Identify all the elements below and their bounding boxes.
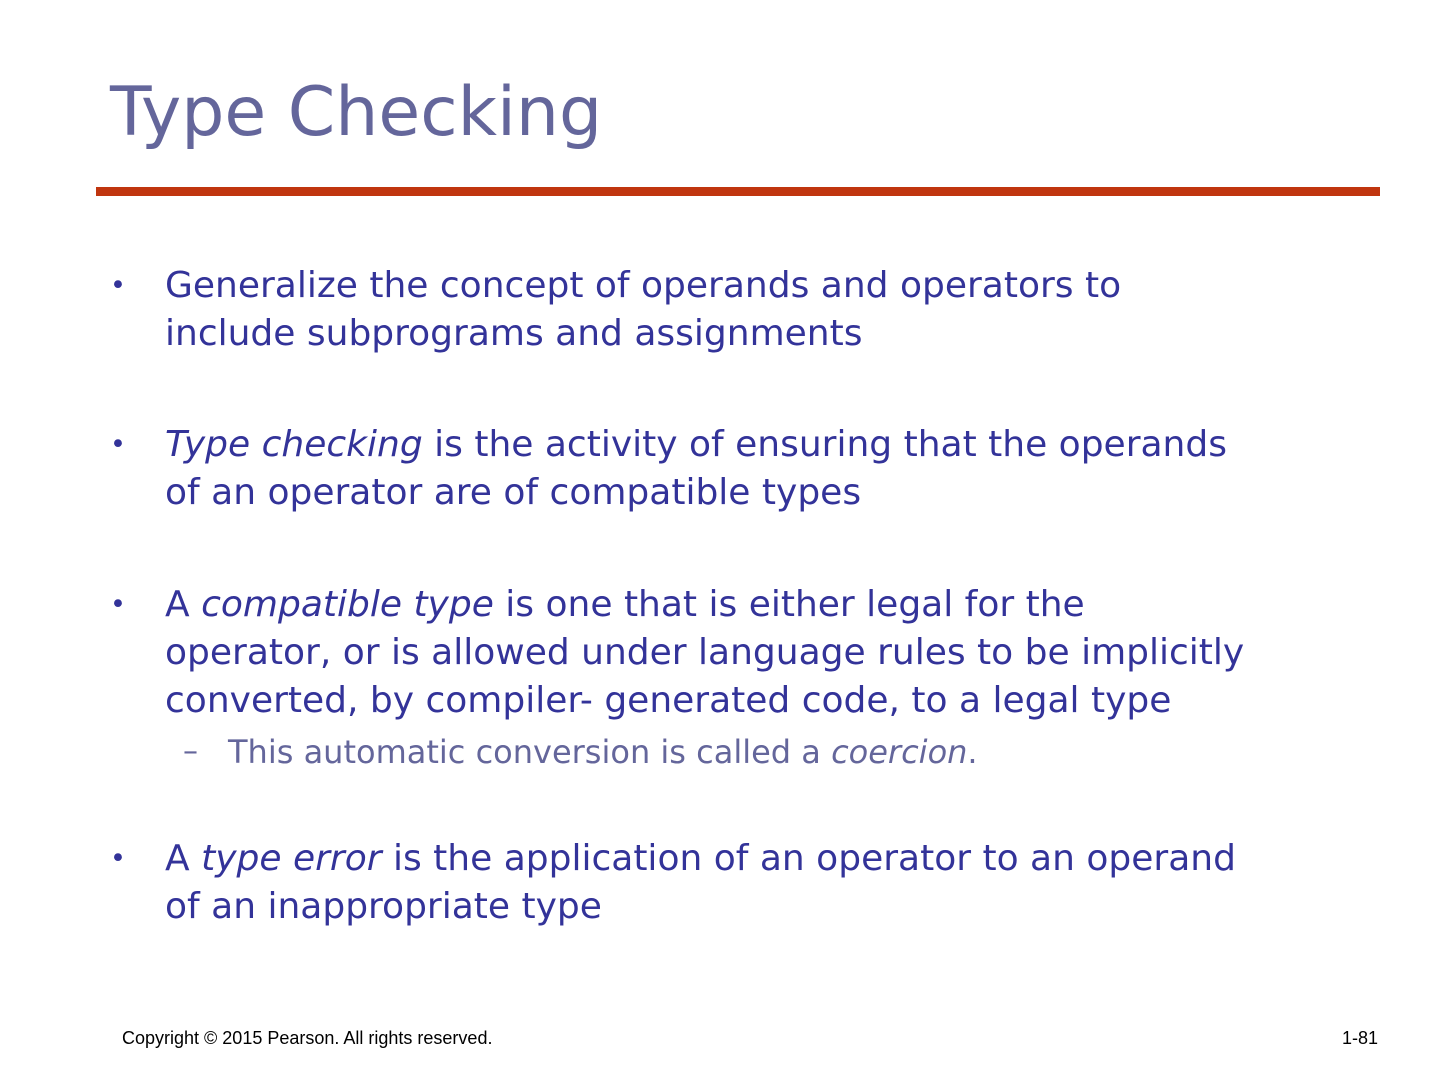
bullet-3-line-1-rest: is one that is either legal for the <box>493 584 1085 625</box>
bullet-marker: • <box>110 270 126 301</box>
term-coercion: coercion <box>831 733 968 771</box>
bullet-marker: • <box>110 589 126 620</box>
bullet-1-line-1: Generalize the concept of operands and operators to <box>165 265 1122 306</box>
bullet-2-line-1-rest: is the activity of ensuring that the operands <box>422 424 1227 465</box>
term-type-checking: Type checking <box>165 424 423 465</box>
bullet-marker: • <box>110 843 126 874</box>
bullet-1 <box>165 262 1380 358</box>
bullet-2-line-1 <box>165 421 1380 469</box>
sub-bullet-text: This automatic conversion is called a <box>228 733 832 771</box>
title-underline-rule <box>96 187 1380 196</box>
bullet-4 <box>165 835 1380 931</box>
sub-bullet-period: . <box>967 733 978 771</box>
sub-bullet-marker: – <box>183 734 198 769</box>
bullet-4-line-2: of an inappropriate type <box>165 886 602 927</box>
bullet-3-line-3: converted, by compiler- generated code, to a legal type <box>165 680 1172 721</box>
footer-page-number: 1-81 <box>1341 1028 1378 1048</box>
term-type-error: type error <box>201 838 382 879</box>
bullet-3-lead: A <box>165 584 202 625</box>
bullet-2 <box>165 421 1380 517</box>
bullet-4-line-1-rest: is the application of an operator to an operand <box>381 838 1236 879</box>
bullet-marker: • <box>110 429 126 460</box>
bullet-4-line-1 <box>165 835 1380 883</box>
sub-bullet-coercion <box>228 732 978 772</box>
slide-title: Type Checking <box>110 73 603 152</box>
term-compatible-type: compatible type <box>201 584 494 625</box>
bullet-1-line-2: include subprograms and assignments <box>165 313 863 354</box>
bullet-3-line-2: operator, or is allowed under language rules to be implicitly <box>165 632 1245 673</box>
bullet-2-line-2: of an operator are of compatible types <box>165 472 862 513</box>
bullet-4-lead: A <box>165 838 202 879</box>
footer-copyright: Copyright © 2015 Pearson. All rights reserved. <box>122 1028 493 1048</box>
bullet-3-line-1 <box>165 581 1380 629</box>
bullet-3 <box>165 581 1380 725</box>
